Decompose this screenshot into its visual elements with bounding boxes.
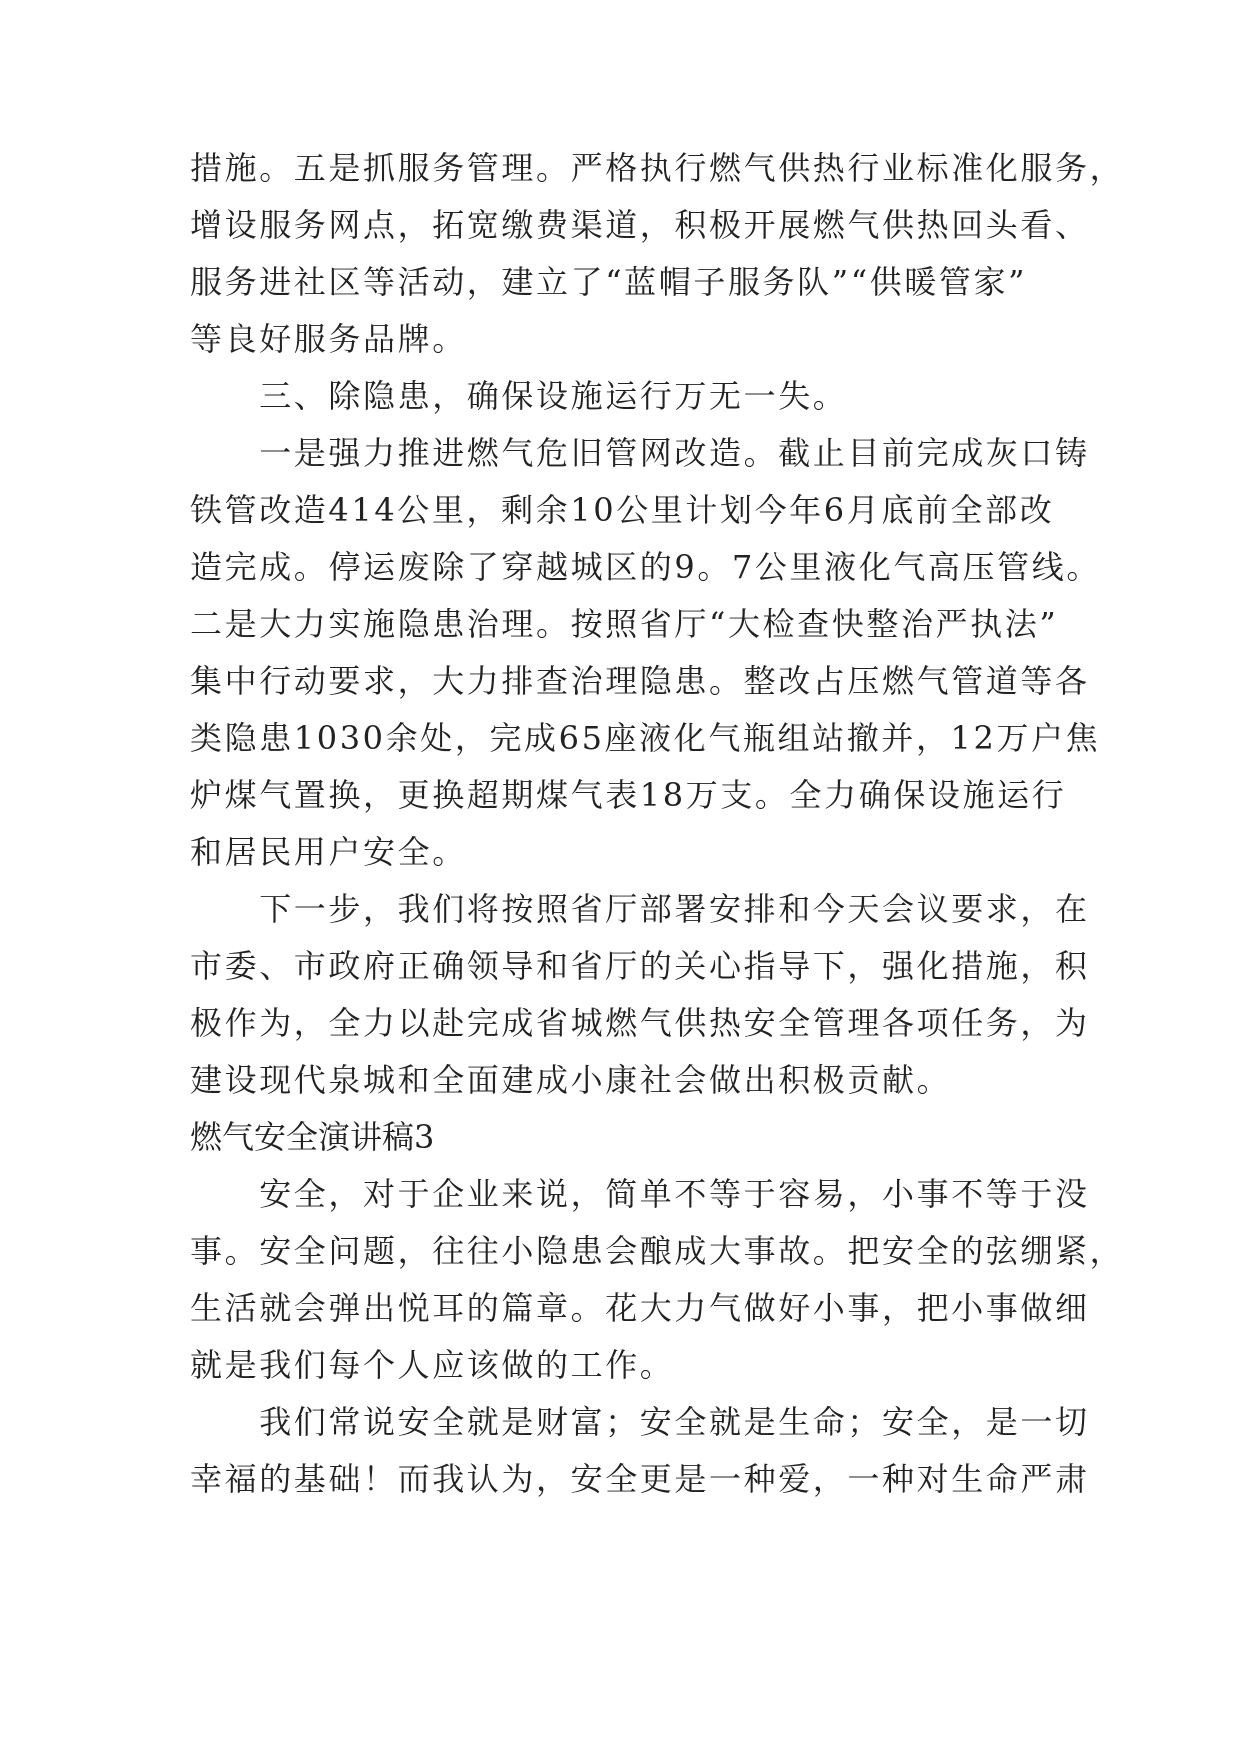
text-line: 和居民用户安全。 [190, 833, 467, 871]
text-line: 等良好服务品牌。 [190, 320, 467, 358]
text-line: 安全，对于企业来说，简单不等于容易，小事不等于没 [190, 1175, 1090, 1213]
text-line: 造完成。停运废除了穿越城区的9。7公里液化气高压管线。 [190, 548, 1101, 586]
text-line: 一是强力推进燃气危旧管网改造。截止目前完成灰口铸 [190, 434, 1090, 472]
text-line: 就是我们每个人应该做的工作。 [190, 1346, 675, 1384]
text-line: 幸福的基础！而我认为，安全更是一种爱，一种对生命严肃 [190, 1460, 1090, 1498]
document-title: 燃气安全演讲稿3 [190, 1118, 435, 1156]
text-line: 我们常说安全就是财富；安全就是生命；安全，是一切 [190, 1403, 1090, 1441]
section-heading: 三、除隐患，确保设施运行万无一失。 [190, 377, 848, 415]
text-line: 措施。五是抓服务管理。严格执行燃气供热行业标准化服务， [190, 149, 1125, 187]
text-line: 市委、市政府正确领导和省厅的关心指导下，强化措施，积 [190, 947, 1090, 985]
text-line: 增设服务网点，拓宽缴费渠道，积极开展燃气供热回头看、 [190, 206, 1090, 244]
text-line: 服务进社区等活动，建立了“蓝帽子服务队”“供暖管家” [190, 263, 1028, 301]
text-line: 集中行动要求，大力排查治理隐患。整改占压燃气管道等各 [190, 662, 1090, 700]
text-line: 铁管改造414公里，剩余10公里计划今年6月底前全部改 [190, 491, 1055, 529]
text-line: 极作为，全力以赴完成省城燃气供热安全管理各项任务，为 [190, 1004, 1090, 1042]
text-line: 类隐患1030余处，完成65座液化气瓶组站撤并，12万户焦 [190, 719, 1101, 757]
text-line: 下一步，我们将按照省厅部署安排和今天会议要求，在 [190, 890, 1090, 928]
text-line: 炉煤气置换，更换超期煤气表18万支。全力确保设施运行 [190, 776, 1067, 814]
text-line: 事。安全问题，往往小隐患会酿成大事故。把安全的弦绷紧， [190, 1232, 1125, 1270]
text-line: 生活就会弹出悦耳的篇章。花大力气做好小事，把小事做细 [190, 1289, 1090, 1327]
text-line: 建设现代泉城和全面建成小康社会做出积极贡献。 [190, 1061, 952, 1099]
text-line: 二是大力实施隐患治理。按照省厅“大检查快整治严执法” [190, 605, 1059, 643]
